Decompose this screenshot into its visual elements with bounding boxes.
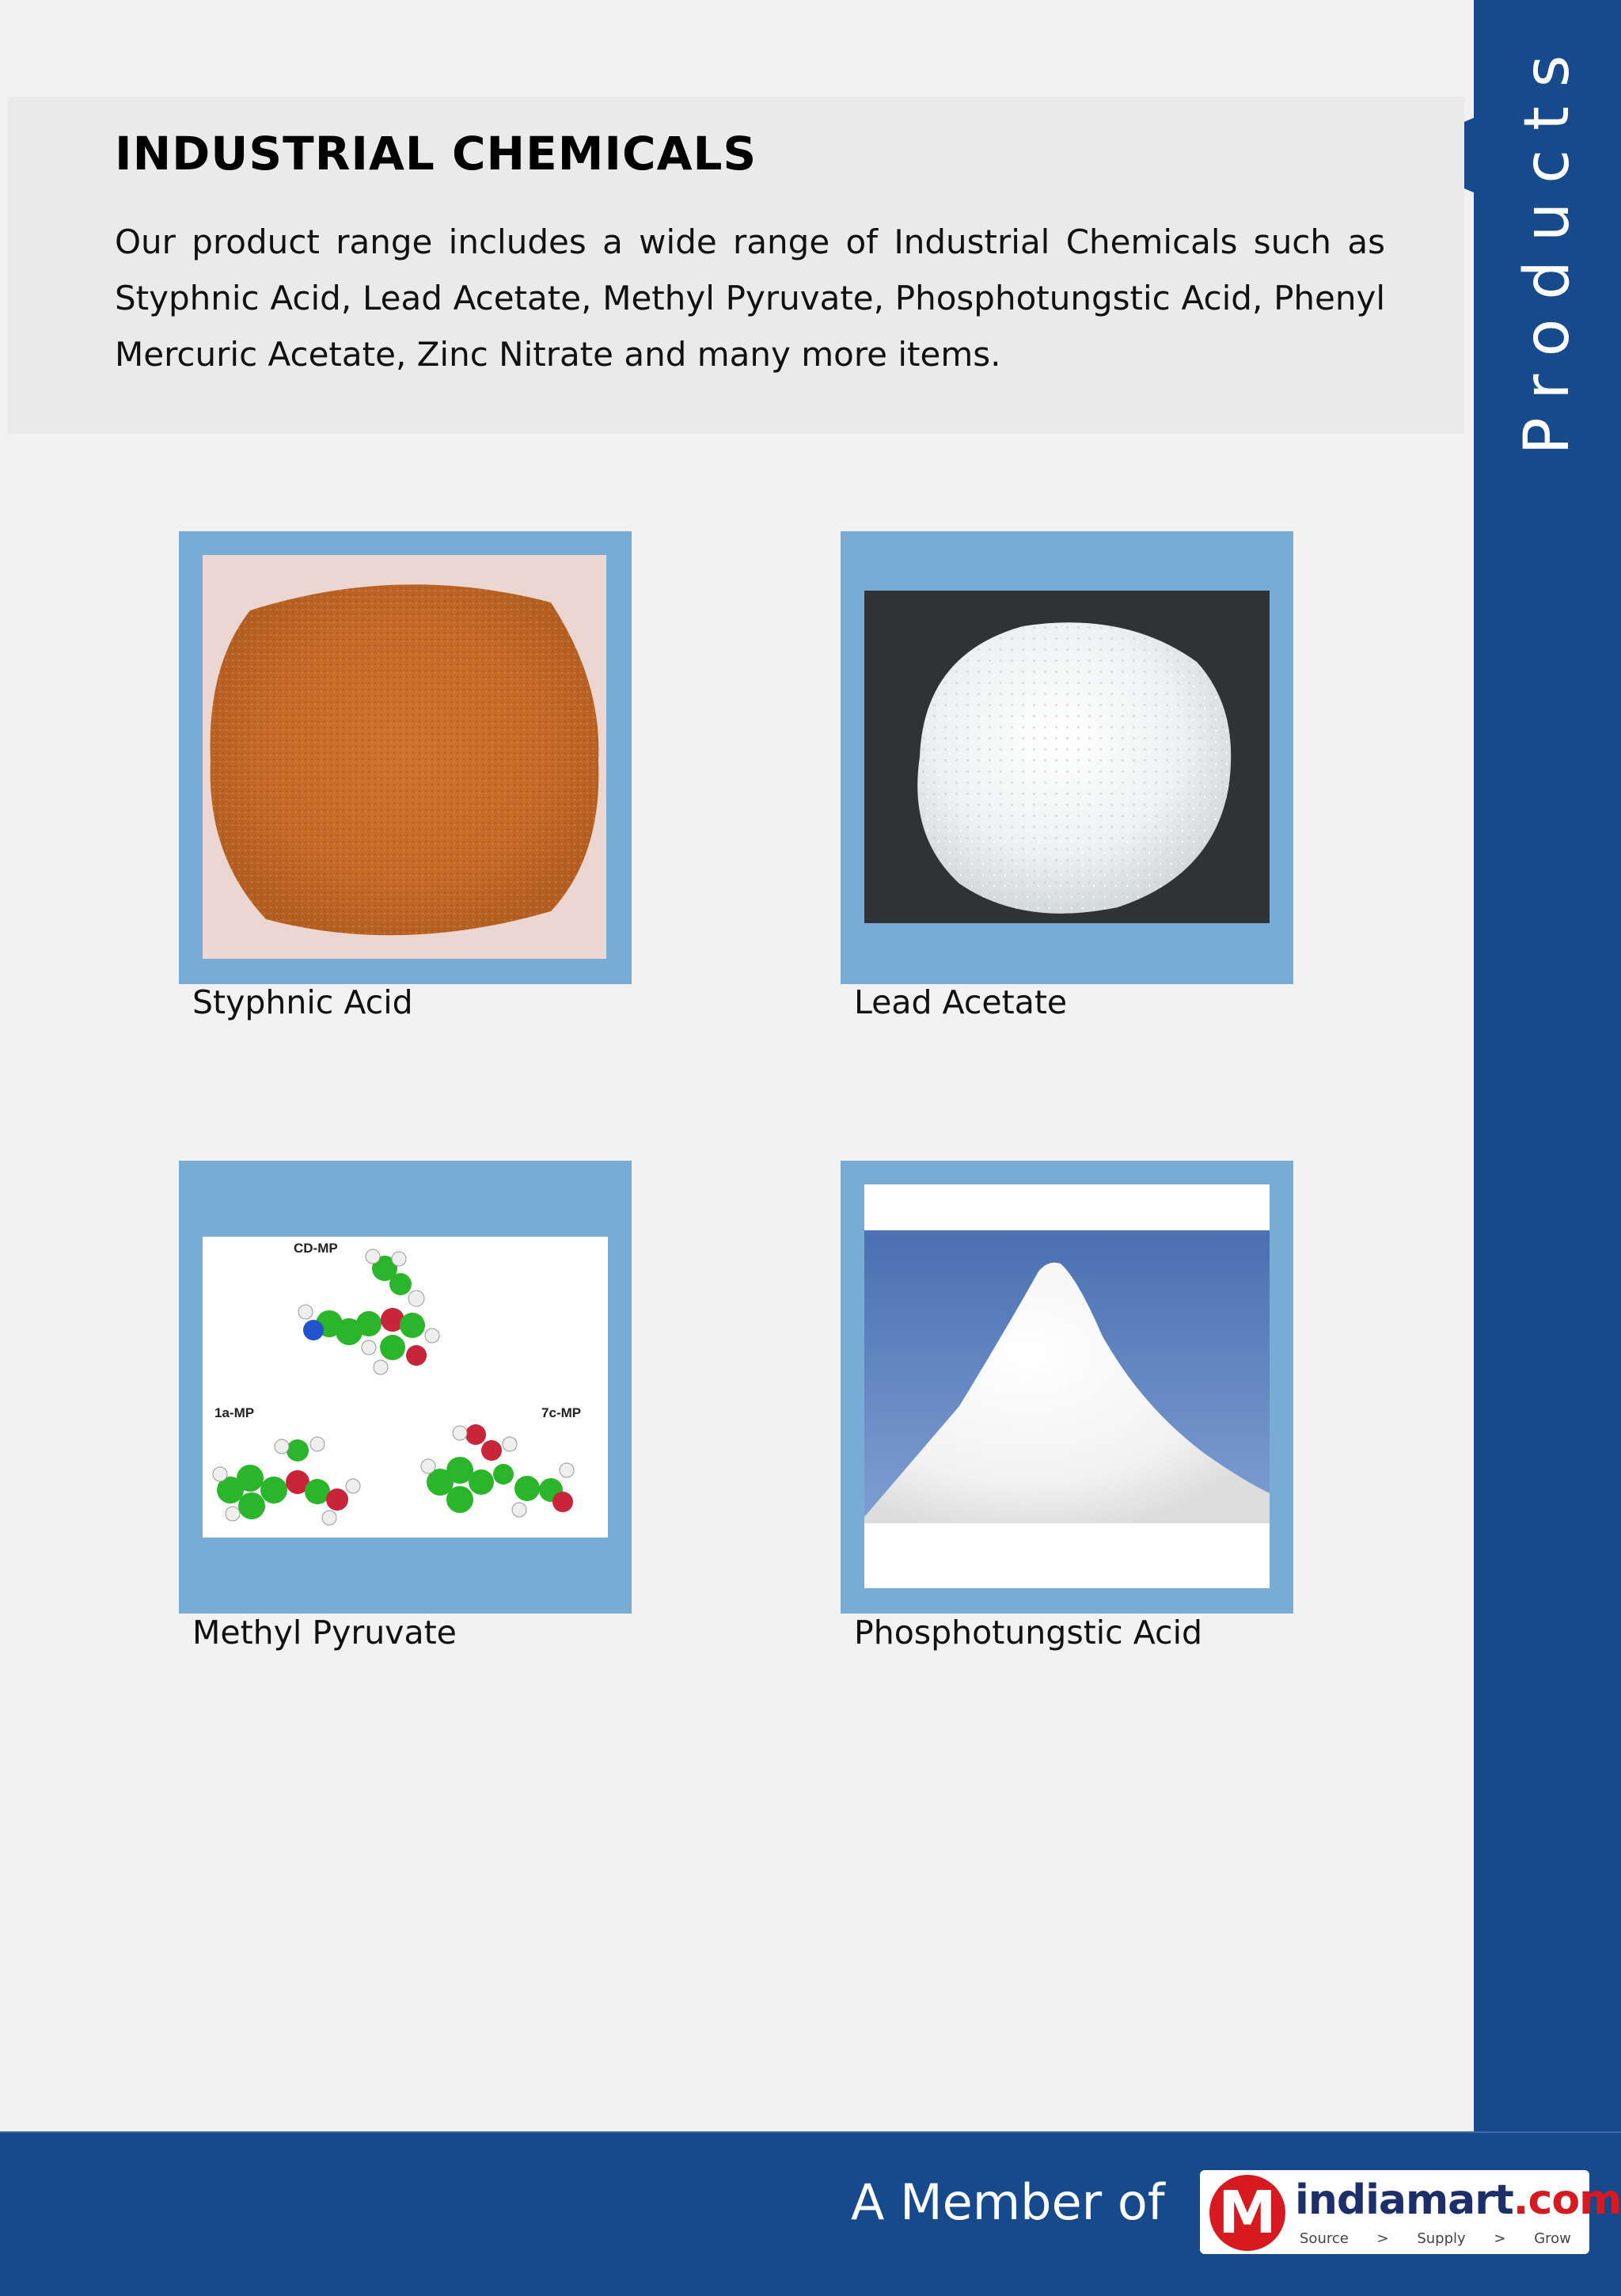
product-card-phosphotungstic-acid[interactable] xyxy=(841,1161,1293,1614)
product-caption-styphnic-acid[interactable]: Styphnic Acid xyxy=(192,983,413,1021)
diagram-label-cd-mp: CD-MP xyxy=(294,1241,338,1256)
indiamart-tagline: Source > Supply > Grow xyxy=(1300,2230,1571,2247)
product-card-methyl-pyruvate[interactable] xyxy=(179,1161,632,1614)
lead-acetate-photo xyxy=(864,591,1270,923)
footer-member-text: A Member of xyxy=(851,2173,1165,2231)
diagram-label-1a-mp: 1a-MP xyxy=(214,1405,255,1420)
logo-name-main: indiamart xyxy=(1295,2176,1513,2224)
phosphotungstic-acid-photo xyxy=(864,1184,1270,1588)
product-card-lead-acetate[interactable] xyxy=(841,531,1293,984)
molecule-7c-mp xyxy=(421,1424,574,1517)
page-title: INDUSTRIAL CHEMICALS xyxy=(115,127,757,181)
molecule-1a-mp xyxy=(213,1437,360,1525)
product-caption-phosphotungstic-acid[interactable]: Phosphotungstic Acid xyxy=(854,1614,1203,1652)
indiamart-wordmark xyxy=(1295,2176,1621,2224)
molecule-cd-mp xyxy=(298,1249,439,1374)
styphnic-acid-photo xyxy=(203,555,606,959)
indiamart-m-icon: M xyxy=(1209,2175,1285,2251)
product-card-styphnic-acid[interactable] xyxy=(179,531,632,984)
logo-name-suffix: .com xyxy=(1513,2176,1621,2224)
intro-description: Our product range includes a wide range of Industrial Chemicals such as Styphnic Acid, Lead Acetate, Methyl Pyruvate, Phosphotungstic Acid, Phenyl Mercuric Acetate, Zinc Nitrate and many more items. xyxy=(115,222,1385,374)
sidebar-products-label: Products xyxy=(1512,36,1583,455)
product-caption-lead-acetate[interactable]: Lead Acetate xyxy=(854,983,1068,1021)
diagram-label-7c-mp: 7c-MP xyxy=(541,1405,582,1420)
product-caption-methyl-pyruvate[interactable]: Methyl Pyruvate xyxy=(192,1614,457,1652)
indiamart-logo[interactable] xyxy=(1200,2170,1621,2254)
methyl-pyruvate-diagram xyxy=(203,1237,608,1538)
